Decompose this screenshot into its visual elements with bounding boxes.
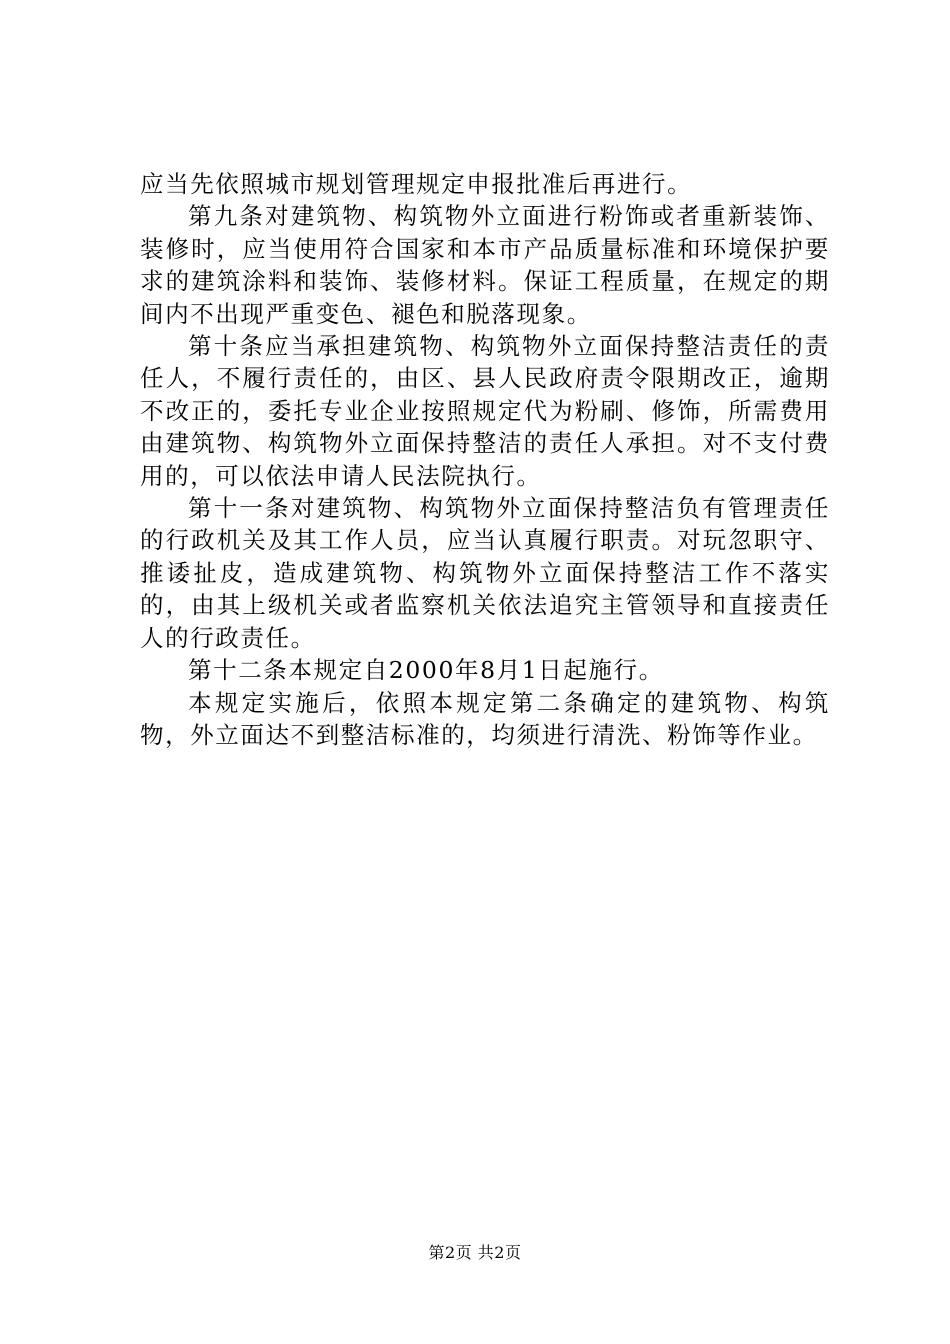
paragraph-article-12: 第十二条本规定自2000年8月1日起施行。 — [188, 656, 664, 685]
paragraph-article-9: 第九条对建筑物、构筑物外立面进行粉饰或者重新装饰、装修时，应当使用符合国家和本市产品质量标准和环境保护要求的建筑涂料和装饰、装修材料。保证工程质量，在规定的期间内不出现严重变色、褪色和脱落现象。 — [140, 202, 830, 328]
paragraph-article-10: 第十条应当承担建筑物、构筑物外立面保持整洁责任的责任人，不履行责任的，由区、县人民政府责令限期改正，逾期不改正的，委托专业企业按照规定代为粉刷、修饰，所需费用由建筑物、构筑物外立面保持整洁的责任人承担。对不支付费用的，可以依法申请人民法院执行。 — [140, 332, 830, 490]
paragraph-implementation: 本规定实施后，依照本规定第二条确定的建筑物、构筑物，外立面达不到整洁标准的，均须进行清洗、粉饰等作业。 — [140, 688, 830, 749]
page-number-footer: 第2页 共2页 — [428, 1243, 522, 1262]
paragraph-article-11: 第十一条对建筑物、构筑物外立面保持整洁负有管理责任的行政机关及其工作人员，应当认真履行职责。对玩忽职守、推诿扯皮，造成建筑物、构筑物外立面保持整洁工作不落实的，由其上级机关或者监察机关依法追究主管领导和直接责任人的行政责任。 — [140, 494, 830, 652]
document-body — [140, 168, 830, 751]
paragraph-continuation: 应当先依照城市规划管理规定申报批准后再进行。 — [140, 170, 693, 198]
